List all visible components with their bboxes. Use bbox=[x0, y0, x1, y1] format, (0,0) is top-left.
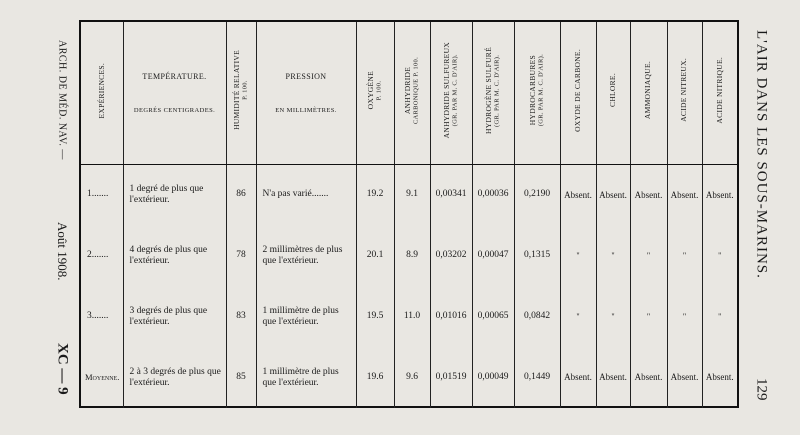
right-margin bbox=[748, 30, 774, 400]
cell-temperature: 3 degrés de plus que l'extérieur. bbox=[123, 286, 226, 347]
journal-title: ARCH. DE MÉD. NAV. — bbox=[56, 40, 68, 160]
cell-hydrocarbures: 0,0842 bbox=[514, 286, 560, 347]
plate-number: XC — 9 bbox=[54, 343, 71, 395]
cell-temperature: 1 degré de plus que l'extérieur. bbox=[123, 164, 226, 225]
cell-sulfureux: 0,00341 bbox=[430, 164, 472, 225]
cell-anhydride: 9.1 bbox=[394, 164, 430, 225]
header-acide-nitrique: ACIDE NITRIQUE. bbox=[702, 22, 737, 164]
results-table bbox=[79, 20, 739, 408]
cell-hydrogene: 0,00065 bbox=[472, 286, 514, 347]
cell-pression: 2 millimètres de plus que l'extérieur. bbox=[256, 225, 356, 286]
cell-oxygene: 20.1 bbox=[356, 225, 394, 286]
cell-pression: 1 millimètre de plus que l'extérieur. bbox=[256, 286, 356, 347]
running-title: L'AIR DANS LES SOUS-MARINS. bbox=[753, 30, 770, 279]
cell-experience: 3....... bbox=[81, 286, 123, 347]
header-oxyde-de-carbone: OXYDE DE CARBONE. bbox=[560, 22, 596, 164]
cell-humidite: 85 bbox=[226, 347, 256, 408]
header-temperature: TEMPÉRATURE. DEGRÉS CENTIGRADES. bbox=[123, 22, 226, 164]
cell-pression: 1 millimètre de plus que l'extérieur. bbox=[256, 347, 356, 408]
cell-oxyde: Absent. bbox=[560, 347, 596, 408]
issue-date: Août 1908. bbox=[55, 222, 70, 281]
left-margin bbox=[52, 40, 72, 395]
cell-hydrocarbures: 0,2190 bbox=[514, 164, 560, 225]
cell-humidite: 86 bbox=[226, 164, 256, 225]
header-hydrogene-sulfure: HYDROGÈNE SULFURÉ (GR. PAR M. C. D'AIR). bbox=[472, 22, 514, 164]
cell-humidite: 83 bbox=[226, 286, 256, 347]
cell-nitrique: " bbox=[718, 311, 722, 321]
cell-oxygene: 19.2 bbox=[356, 164, 394, 225]
cell-experience: Moyenne. bbox=[81, 347, 123, 408]
cell-nitrique: Absent. bbox=[705, 372, 734, 383]
table-row bbox=[81, 225, 737, 286]
cell-anhydride: 11.0 bbox=[394, 286, 430, 347]
cell-experience: 1....... bbox=[81, 164, 123, 225]
table-row bbox=[81, 164, 737, 225]
cell-nitrique: " bbox=[718, 250, 722, 260]
cell-ammoniaque: " bbox=[630, 225, 667, 286]
cell-anhydride: 9.6 bbox=[394, 347, 430, 408]
cell-sulfureux: 0,01519 bbox=[430, 347, 472, 408]
page-number: 129 bbox=[753, 377, 770, 400]
cell-oxygene: 19.6 bbox=[356, 347, 394, 408]
cell-nitreux: " bbox=[667, 225, 702, 286]
cell-oxyde: " bbox=[560, 225, 596, 286]
cell-nitreux: Absent. bbox=[667, 347, 702, 408]
cell-chlore: Absent. bbox=[596, 347, 630, 408]
cell-oxygene: 19.5 bbox=[356, 286, 394, 347]
header-experiences: EXPÉRIENCES. bbox=[81, 22, 123, 164]
cell-ammoniaque: Absent. bbox=[630, 164, 667, 225]
cell-oxyde: Absent. bbox=[560, 164, 596, 225]
header-humidite: HUMIDITÉ RELATIVE P. 100. bbox=[226, 22, 256, 164]
cell-temperature: 2 à 3 degrés de plus que l'extérieur. bbox=[123, 347, 226, 408]
cell-ammoniaque: Absent. bbox=[630, 347, 667, 408]
cell-sulfureux: 0,03202 bbox=[430, 225, 472, 286]
cell-chlore: " bbox=[596, 286, 630, 347]
header-anhydride-sulfureux: ANHYDRIDE SULFUREUX (GR. PAR M. C. D'AIR). bbox=[430, 22, 472, 164]
cell-sulfureux: 0,01016 bbox=[430, 286, 472, 347]
table-row bbox=[81, 286, 737, 347]
cell-pression: N'a pas varié....... bbox=[256, 164, 356, 225]
header-anhydride-carbonique: ANHYDRIDE CARBONIQUE P. 100. bbox=[394, 22, 430, 164]
cell-hydrocarbures: 0,1315 bbox=[514, 225, 560, 286]
cell-anhydride: 8.9 bbox=[394, 225, 430, 286]
cell-nitrique: Absent. bbox=[705, 189, 734, 200]
cell-hydrogene: 0,00036 bbox=[472, 164, 514, 225]
cell-humidite: 78 bbox=[226, 225, 256, 286]
header-acide-nitreux: ACIDE NITREUX. bbox=[667, 22, 702, 164]
header-oxygene: OXYGÈNE P. 100. bbox=[356, 22, 394, 164]
cell-ammoniaque: " bbox=[630, 286, 667, 347]
cell-chlore: Absent. bbox=[596, 164, 630, 225]
cell-hydrogene: 0,00049 bbox=[472, 347, 514, 408]
header-row bbox=[81, 22, 737, 164]
cell-hydrocarbures: 0,1449 bbox=[514, 347, 560, 408]
cell-experience: 2....... bbox=[81, 225, 123, 286]
table-row-average bbox=[81, 347, 737, 408]
cell-chlore: " bbox=[596, 225, 630, 286]
cell-oxyde: " bbox=[560, 286, 596, 347]
cell-hydrogene: 0,00047 bbox=[472, 225, 514, 286]
header-hydrocarbures: HYDROCARBURES (GR. PAR M. C. D'AIR). bbox=[514, 22, 560, 164]
cell-temperature: 4 degrés de plus que l'extérieur. bbox=[123, 225, 226, 286]
cell-nitreux: Absent. bbox=[667, 164, 702, 225]
header-chlore: CHLORE. bbox=[596, 22, 630, 164]
cell-nitreux: " bbox=[667, 286, 702, 347]
header-ammoniaque: AMMONIAQUE. bbox=[630, 22, 667, 164]
header-pression: PRESSION EN MILLIMÈTRES. bbox=[256, 22, 356, 164]
